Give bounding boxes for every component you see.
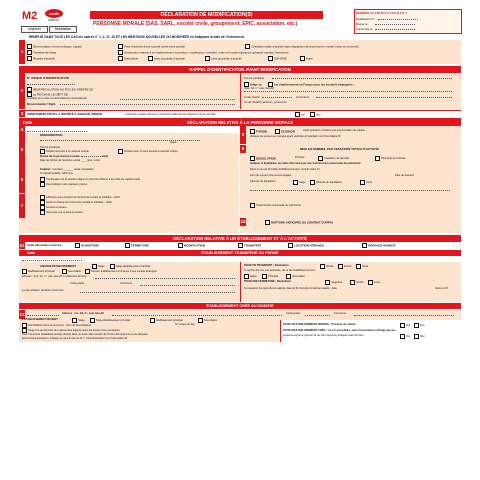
unique-line-label: UNIQUEMENT POUR LA SOCIÉTÉ À ASSOCIÉ UNIQUE	[27, 112, 103, 116]
capital-label: Capital : montant ______ unité monétaire	[40, 167, 94, 171]
devient-secondaire[interactable]: Secondaire	[198, 318, 217, 323]
ferm-vendu[interactable]: Vendu	[350, 280, 363, 285]
transferred-date-field[interactable]	[22, 260, 82, 261]
form-subtitle: PERSONNE MORALE (SAS, SARL, société civile, groupement, EPIC, association, etc.)	[93, 21, 298, 27]
scission-checkbox[interactable]: SCISSION	[275, 129, 295, 134]
voie-label: (Rue, bd, n°, voie, lieu-dit)	[244, 87, 275, 90]
instruction-text: REMPLIR DANS TOUS LES CAS les cadres n° 1, 2, 21, 22 ET LES MENTIONS NOUVELLES OU MODIFIÉES en indiquant la date de l'événement	[29, 35, 244, 39]
frame1-row2-opt1[interactable]: Transfert de siège	[27, 50, 56, 55]
cerfa-number: 11682*03	[48, 19, 59, 22]
ancien-adresse-label: Adresse : (rue, bd, n°, voie, lieu-dit ou référence du lieu)	[22, 275, 87, 278]
frame1-row3-opt2[interactable]: Dissolution :	[118, 56, 140, 61]
frame-number-6: 6	[19, 167, 25, 193]
ancien-siege[interactable]: Siège	[92, 264, 105, 269]
frame-number-3: 3	[20, 111, 24, 116]
rupture-checkbox[interactable]: RUPTURE ANTICIPÉE DU CONTRAT D'APPUI	[265, 220, 333, 225]
liquidateur-text: Indiquer le liquidateur au cadre 15A sauf pour une transmission universelle du patrimoine	[250, 162, 361, 165]
reset-button[interactable]: Réinitialiser	[49, 26, 77, 33]
form-code: M2	[22, 10, 38, 22]
section-etab-bar: DÉCLARATION RELATIVE À UN ÉTABLISSEMENT ET À L'ACTIVITÉ	[19, 235, 461, 242]
dest-vendu[interactable]: Vendu	[320, 264, 333, 269]
duree-label: Durée de la personne morale an(s)	[40, 154, 109, 158]
ancien-cp-label: Code postal	[70, 282, 84, 285]
voie-field[interactable]	[244, 91, 452, 92]
premier-etab-checkbox[interactable]: 1er établissement en France pour les sociétés étrangères :	[268, 82, 355, 87]
transmission-checkbox[interactable]: Transmission universelle du patrimoine	[250, 203, 301, 208]
frame1-row3-opt5[interactable]: GIE-GEIE	[268, 56, 287, 61]
siege-fixe3-text: Économique Européen, indiquer le pays du lieu et le n° d'immatriculation sur l'intercalaire M'	[22, 337, 128, 340]
cerfa-logo: cerfa	[45, 9, 63, 18]
liq-autre-checkbox[interactable]: Autre	[360, 180, 372, 185]
section-pm-title: DÉCLARATION RELATIVE À LA PERSONNE MORALE	[186, 120, 294, 125]
frame1-row1-opt2[interactable]: Prise d'activité d'une société créée sans activité	[118, 44, 185, 49]
ancien-siege-etab[interactable]: Siège-Établissement principal	[110, 264, 150, 269]
frame1-row3-opt6[interactable]: Autre	[300, 56, 313, 61]
form-title: DÉCLARATION DE MODIFICATION(S)	[90, 11, 323, 19]
transferred-divider	[240, 262, 241, 302]
frame-number-8: 8	[240, 126, 246, 144]
si-repris-label: Si reprise d'un ou une poursuite, de ce fait l'établissement est :	[244, 269, 316, 272]
transferred-date-label: Date	[27, 251, 36, 255]
transferred-bar	[19, 250, 461, 256]
dissolution-poursuite[interactable]: Poursuite de l'activité	[375, 156, 405, 161]
pour-etab-cree2-label: personne ayant le pouvoir de lier des rapports juridiques avec les tiers	[283, 334, 364, 337]
ancien-secondaire[interactable]: Secondaire	[62, 269, 81, 274]
pour-etab-modifie-label: POUR UN ÉTABLISSEMENT MODIFIÉ : Présence de salarié	[283, 323, 356, 326]
suite-au-label: Suite au M'	[435, 287, 448, 290]
frame1-row3-opt3[interactable]: avec poursuite d'activité	[148, 56, 185, 61]
dissolution-checkbox[interactable]: DISSOLUTION	[250, 156, 276, 161]
sigle-label: Sigle	[170, 140, 177, 144]
created-commune-label: Commune	[334, 312, 346, 315]
cree-non[interactable]: Non	[414, 334, 425, 339]
section-pm-date-field[interactable]	[27, 131, 87, 132]
commune-label: Commune	[296, 95, 310, 99]
denomination-pm-label: DÉNOMINATION	[40, 133, 63, 137]
commune-field[interactable]	[316, 97, 452, 98]
opt-ouverture[interactable]: OUVERTURE	[75, 243, 99, 248]
section-pm-bar	[19, 119, 461, 126]
dest-autre[interactable]: Autre	[356, 264, 368, 269]
siege-fixe-checkbox[interactable]: Siège fixé au domicile du représentant légal ou dans les locaux d'une entreprise	[22, 328, 120, 333]
cas-echeant-field[interactable]	[80, 292, 235, 293]
pour-fermeture-label: POUR UNE FERMETURE : Destination	[244, 280, 291, 283]
devient-label: L'ÉTABLISSEMENT DEVIENT :	[22, 318, 60, 321]
rm-checkbox[interactable]: au RM DANS LE DÉPT DE	[27, 92, 68, 97]
frame-number-9: 9	[241, 146, 245, 151]
dissolution-cessation[interactable]: Cessation de l'activité	[318, 156, 349, 161]
siren-label: N° UNIQUE D'IDENTIFICATION	[27, 76, 69, 80]
continuation-checkbox[interactable]: Continuation de la société malgré un actif net inférieur à la moitié du capital social	[40, 177, 140, 182]
societe-opt2[interactable]: Société avec un seul associé à associé unique	[118, 149, 178, 154]
modifie-non[interactable]: Non	[414, 323, 425, 328]
frame-number-4: 4	[20, 127, 24, 132]
opt-gerance-mandat[interactable]: GÉRANCE-MANDAT	[362, 243, 396, 248]
siege-fixe2-text: Pour l'ouverture d'établissement(s) situé(s) dans un autre état membre de l'Union Européenne ou de l'Espace	[22, 333, 148, 336]
section-pm-date-label: Date	[23, 120, 33, 125]
pour-transfert-label: POUR UN TRANSFERT : Destination	[244, 264, 289, 267]
dest-ferme[interactable]: Fermé	[338, 264, 352, 269]
unique-text: L'associé unique assume-t-il personnellement la direction de la société	[125, 112, 216, 116]
repris-siege[interactable]: Siège	[244, 274, 257, 279]
recue-le-field[interactable]	[375, 24, 415, 25]
forme-juridique-label: Forme juridique	[40, 145, 61, 149]
repris-principal[interactable]: Principal	[262, 274, 278, 279]
reserved-box	[354, 9, 462, 34]
n-siege-label: N° unique du lieu	[175, 323, 195, 326]
greffe-label: Greffe(s) du ou des immatriculation(s) secondaire(s)	[27, 97, 87, 100]
frame-number-7: 7	[19, 194, 25, 218]
unique-oui[interactable]: oui	[295, 112, 305, 117]
transmise-le-label: Transmise le	[356, 27, 373, 31]
created-bar: ÉTABLISSEMENT CRÉÉ OU MODIFIÉ	[19, 303, 461, 309]
created-date-field[interactable]	[27, 315, 59, 316]
ancien-etab-principal[interactable]: Établissement principal	[22, 269, 55, 274]
created-cp-label: Code postal	[286, 312, 300, 315]
opt-modification[interactable]: MODIFICATION	[178, 243, 205, 248]
repris-secondaire[interactable]: Secondaire	[286, 274, 305, 279]
frame1-row1-opt3[interactable]: Cessation totale d'activité sans disparition de la personne morale (mise en sommeil)	[245, 44, 359, 49]
domicile-checkbox[interactable]: Domiciliation dans la commune : Nom du domiciliataire	[22, 323, 91, 328]
frame-number-1: 1	[19, 40, 25, 64]
mission-checkbox[interactable]: Société à mission	[40, 205, 66, 210]
opt-fermeture[interactable]: FERMETURE	[125, 243, 149, 248]
created-adresse-label: Adresse : rue, bd, n°, voie, lieu-dit	[62, 312, 104, 315]
societe-etrangere-label: La soc dédaich_étrs/com_souscomm	[244, 101, 287, 104]
frame-number-11: 11	[19, 243, 25, 248]
liq-siege-checkbox[interactable]: Siège	[293, 180, 306, 185]
code-postal-field[interactable]	[262, 97, 292, 98]
denomination-label: Dénomination / Sigle	[27, 102, 56, 106]
liquidation-label: Dans le cas de formalité d'établissement(s), remplir cadre 12	[250, 168, 320, 171]
devient-siege[interactable]: Siège	[72, 318, 85, 323]
greffe-field[interactable]	[120, 99, 235, 100]
concerne-label: Cette demande concerne :	[27, 243, 64, 247]
frame1-row3-opt4[interactable]: sans poursuite d'activité	[205, 56, 242, 61]
ancien-commune-label: Commune	[120, 282, 132, 285]
fusion-checkbox[interactable]: FUSION	[250, 129, 267, 134]
devient-principal[interactable]: Établissement principal	[150, 318, 183, 323]
ancien-label: ANCIEN ÉTABLISSEMENT	[40, 264, 77, 268]
forme-label: Forme juridique	[244, 76, 265, 80]
frame1-row1-opt1[interactable]: Dénomination, forme juridique, capital	[27, 44, 82, 49]
journal-label: Nom du support d'annonces légales	[250, 174, 292, 177]
frame-number-2: 2	[19, 73, 25, 109]
frame1-row2-opt2[interactable]: Déclaration relative à un établissement (ouverture, modification, transfert, mise en location-gérance, gérance-mandat, fermeture)	[118, 50, 289, 55]
reserved-title: RÉSERVÉ AU CFE M G U I D E B F K T	[356, 11, 407, 15]
created-cp-field[interactable]	[305, 315, 330, 316]
opt-transfert[interactable]: TRANSFERT	[238, 243, 262, 248]
frame-number-5: 5	[19, 133, 25, 167]
rappel-divider	[240, 73, 241, 109]
frame-number-10: 10	[240, 219, 246, 224]
dissolution-preciser: Préciser :	[295, 156, 306, 159]
code-postal-label: Code postal	[244, 95, 260, 99]
liquidation-adresse-field[interactable]	[250, 190, 450, 191]
created-commune-field[interactable]	[354, 315, 454, 316]
opt-location-gerance[interactable]: LOCATION-GÉRANCE	[288, 243, 324, 248]
fusion-text: Cette opération entraîne une augmentation de capital.	[303, 129, 366, 132]
declaration-no-field[interactable]	[378, 19, 418, 20]
mise-sommeil-label: MISE EN SOMMEIL PAR CESSATION TOTALE D'ACTIVITÉ	[300, 147, 380, 151]
ferm-autre[interactable]: Autre	[368, 280, 380, 285]
liq-adresse-checkbox[interactable]: Adresse du liquidateur	[310, 180, 342, 185]
ancien-commune-field[interactable]	[140, 285, 235, 286]
transmise-le-field[interactable]	[375, 29, 415, 30]
date-cloture-label: Date de clôture de l'exercice social ____ (jour, mois)	[40, 159, 101, 162]
ancien-premier-fr[interactable]: Premier établissement en France d'une société étrangère	[85, 269, 157, 274]
print-button[interactable]: Imprimer	[21, 26, 48, 33]
capital-variable-label: Si capital variable : Minimum	[40, 172, 74, 175]
modifie-oui[interactable]: Oui	[400, 323, 410, 328]
rcs-checkbox[interactable]: IMMATRICULATION AU RCS DU GREFFE DE	[27, 87, 93, 92]
pour-etab-cree-label: POUR UN ÉTABLISSEMENT CRÉÉ : s'il est secondaire, sera-t-il permanent et dirigé par une	[283, 329, 396, 332]
reconstitution-checkbox[interactable]: Reconstitution des capitaux propres	[40, 182, 87, 187]
sortie-checkbox[interactable]: Sortie du champ de l'économie sociale et solidaire – ESS	[40, 200, 112, 205]
cas-echeant-label: Le cas échéant, ancienne commune	[22, 289, 64, 292]
date-parution-label: Date de parution	[395, 174, 415, 177]
devient-siege-etab[interactable]: Siège-Établissement principal	[90, 318, 130, 323]
denomination-field[interactable]	[60, 104, 235, 105]
frame1-row3-opt1[interactable]: Reprise d'activité	[27, 56, 55, 61]
transferred-title: ÉTABLISSEMENT TRANSFÉRÉ OU FERMÉ	[201, 251, 279, 255]
siren-field[interactable]	[27, 84, 75, 85]
rappel-bar: RAPPEL D'IDENTIFICATION AVANT MODIFICATION	[19, 66, 461, 73]
si-cessation-label: Si cessation d'emploi du lieu salarié, date de fin d'emploi du dernier salarié : date	[244, 287, 337, 290]
declaration-no-label: Déclaration N°	[356, 17, 375, 21]
recue-le-label: Reçue le	[356, 22, 368, 26]
siege-checkbox[interactable]: Siège ou	[244, 82, 262, 87]
created-adresse-field[interactable]	[112, 315, 282, 316]
cree-oui[interactable]: Oui	[400, 334, 410, 339]
adresse-liquidation-label: Adresse du liquidateur	[250, 180, 276, 183]
fusion-text2: Indiquer les personnes morales ayant participé à l'opération sur l'intercalaire M'	[250, 135, 341, 138]
ancien-adresse-field[interactable]	[95, 278, 235, 279]
frame-number-12: 12	[19, 312, 25, 317]
non-mission-checkbox[interactable]: N'est plus une société à mission	[40, 210, 83, 215]
forme-field[interactable]	[272, 78, 452, 79]
ferm-supprime[interactable]: Supprimé	[325, 280, 342, 285]
adhesion-checkbox[interactable]: Adhésion aux principes de l'économie sociale et solidaire – ESS	[40, 195, 120, 200]
unique-non[interactable]: non	[310, 112, 321, 117]
societe-opt1[interactable]: Société soumise à un associé unique	[40, 149, 89, 154]
